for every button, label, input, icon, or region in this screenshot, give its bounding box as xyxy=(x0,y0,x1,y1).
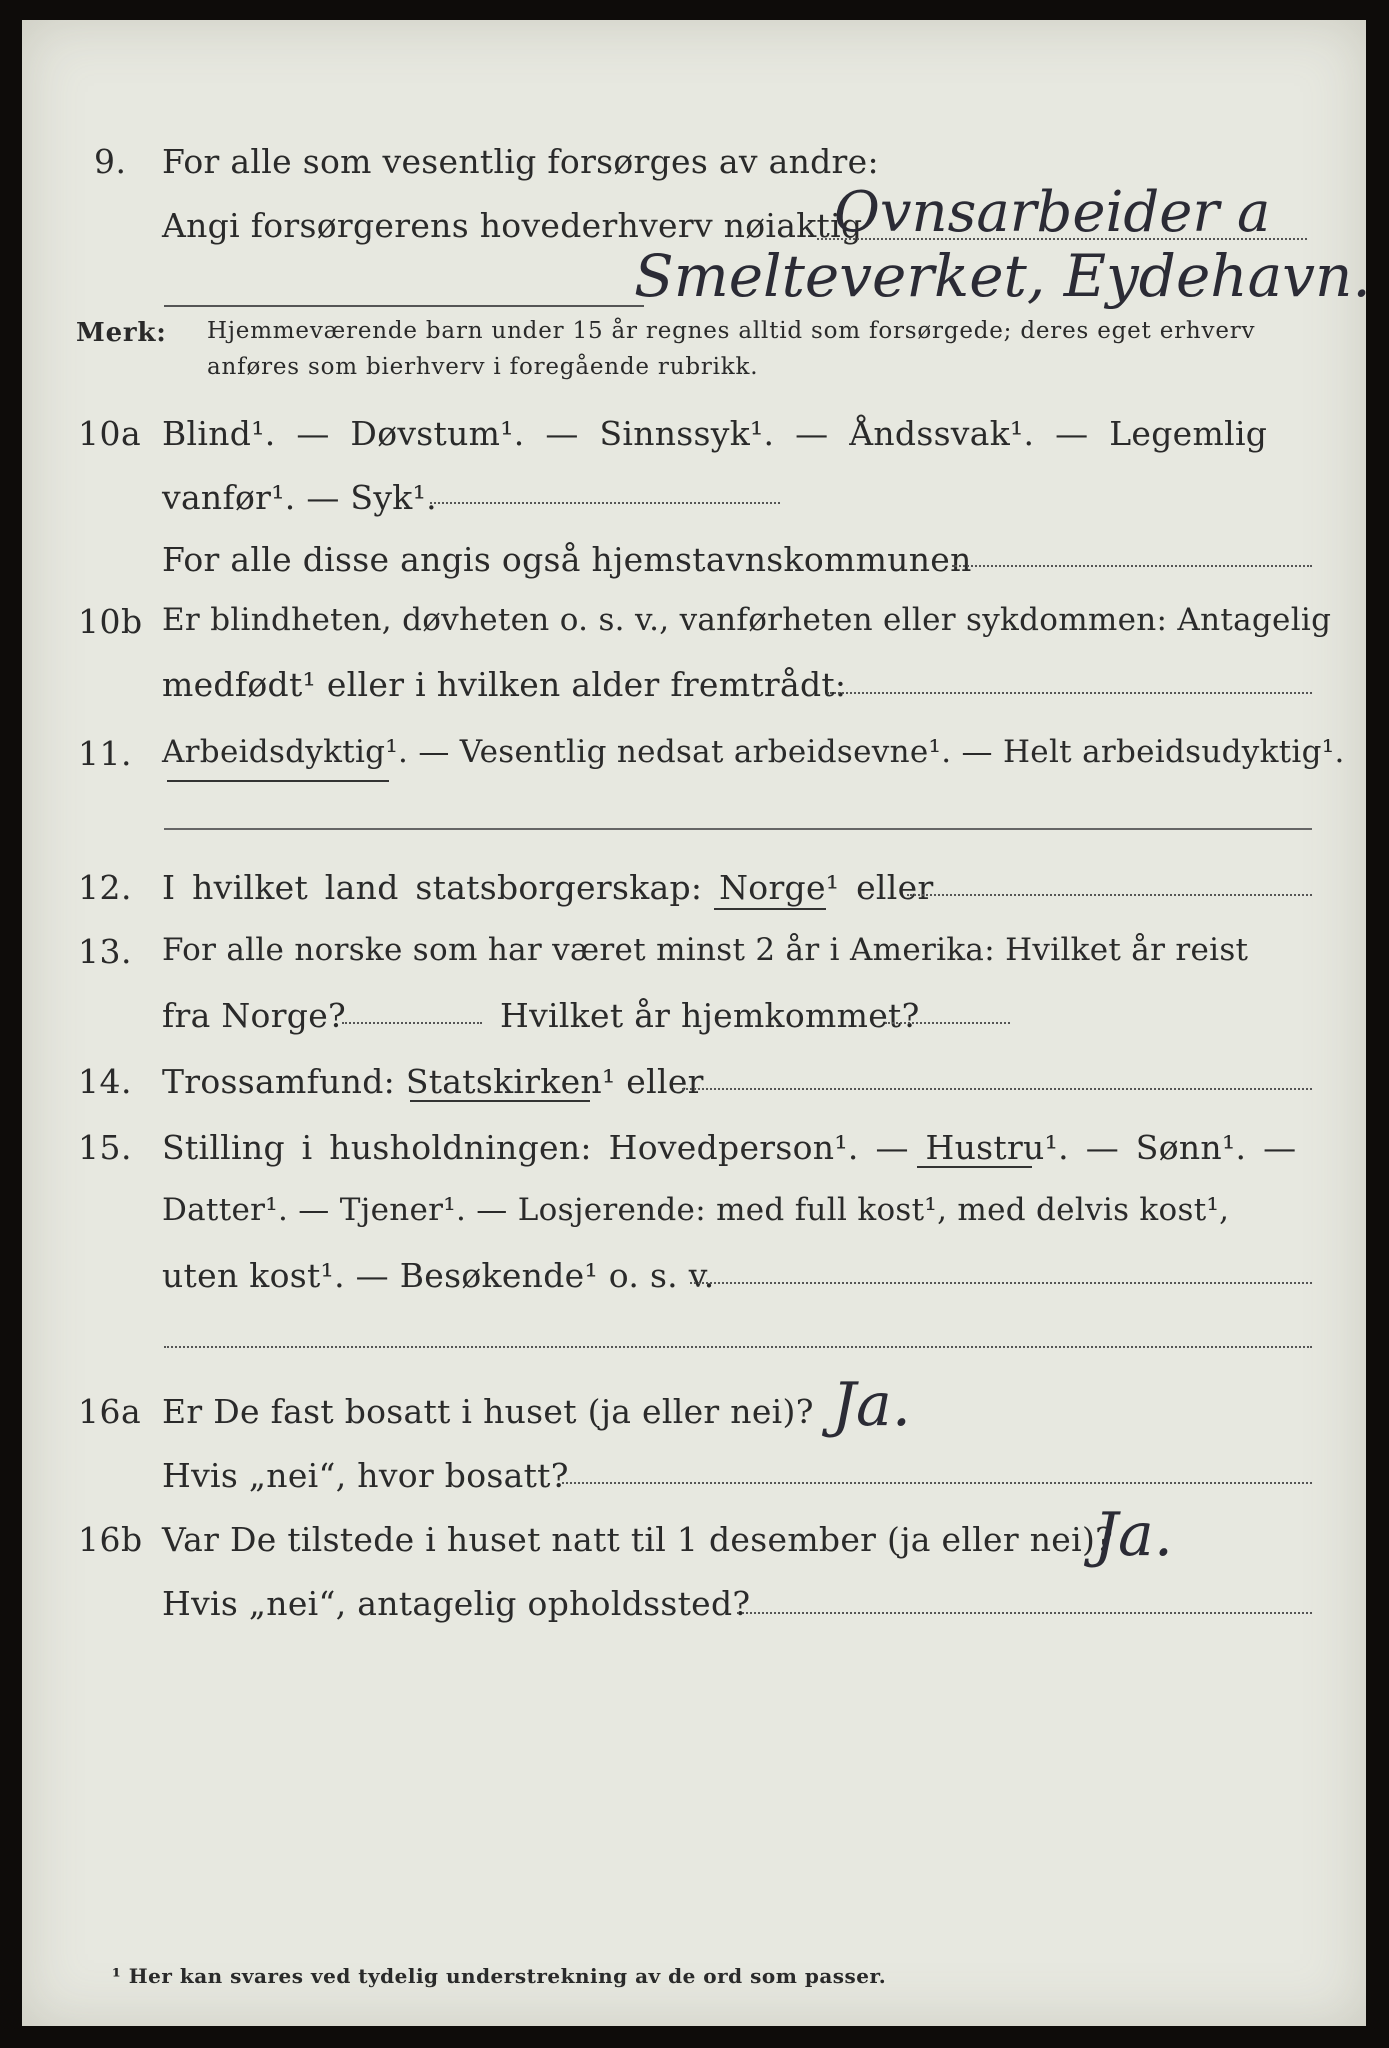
q15-line3-dots xyxy=(690,1282,1312,1284)
q12-answer-dots xyxy=(907,894,1312,896)
q14-handwritten-underline xyxy=(410,1100,590,1102)
q11-handwritten-underline xyxy=(167,780,389,782)
q13-line1: For alle norske som har været minst 2 år i Amerika: Hvilket år reist xyxy=(162,932,1249,968)
q12-line1: I hvilket land statsborgerskap: Norge¹ eller xyxy=(162,868,934,907)
q10a-line2: vanfør¹. — Syk¹. xyxy=(162,478,437,517)
q16b-line2-dots xyxy=(737,1612,1312,1614)
q9-answer-line2-left xyxy=(164,305,644,307)
q15-extra-dots xyxy=(164,1346,1312,1348)
q11-answer-line xyxy=(164,828,1312,830)
q16b-line1: Var De tilstede i huset natt til 1 desember (ja eller nei)? xyxy=(162,1520,1114,1559)
q11-line1: Arbeidsdyktig¹. — Vesentlig nedsat arbeidsevne¹. — Helt arbeidsudyktig¹. xyxy=(162,734,1345,770)
q10a-line2-dots xyxy=(430,502,780,504)
q13-line2a: fra Norge? xyxy=(162,996,347,1035)
q10a-line1: Blind¹. — Døvstum¹. — Sinnssyk¹. — Åndssvak¹. — Legemlig xyxy=(162,414,1268,453)
q14-answer-dots xyxy=(682,1088,1312,1090)
census-form-page xyxy=(22,20,1371,2026)
q16b-line2: Hvis „nei“, antagelig opholdssted? xyxy=(162,1584,751,1623)
q15-line1: Stilling i husholdningen: Hovedperson¹. — Hustru¹. — Sønn¹. — xyxy=(162,1128,1297,1167)
q15-line2: Datter¹. — Tjener¹. — Losjerende: med full kost¹, med delvis kost¹, xyxy=(162,1192,1230,1228)
footnote: ¹ Her kan svares ved tydelig understrekning av de ord som passer. xyxy=(112,1964,887,1988)
q10a-number: 10a xyxy=(78,414,142,453)
q14-number: 14. xyxy=(78,1062,132,1101)
q9-number: 9. xyxy=(94,142,127,181)
q13-line2a-dots xyxy=(342,1022,482,1024)
q16a-line2: Hvis „nei“, hvor bosatt? xyxy=(162,1456,569,1495)
q15-line3: uten kost¹. — Besøkende¹ o. s. v. xyxy=(162,1256,715,1295)
q13-line2b: Hvilket år hjemkommet? xyxy=(500,996,920,1035)
q10a-line3-dots xyxy=(952,565,1312,567)
q13-number: 13. xyxy=(78,932,132,971)
q16b-handwritten-answer: Ja. xyxy=(1094,1500,1173,1570)
q13-line2b-dots xyxy=(885,1022,1010,1024)
q12-handwritten-underline xyxy=(714,908,826,910)
q16a-number: 16a xyxy=(78,1392,142,1431)
q15-handwritten-underline xyxy=(917,1166,1032,1168)
q16a-line1: Er De fast bosatt i huset (ja eller nei)? xyxy=(162,1392,814,1431)
q15-number: 15. xyxy=(78,1128,132,1167)
q9-handwritten-answer2: Smelteverket, Eydehavn. xyxy=(634,242,1371,310)
merk-line2: anføres som bierhverv i foregående rubrikk. xyxy=(207,354,759,380)
q14-line1: Trossamfund: Statskirken¹ eller xyxy=(162,1062,704,1101)
q9-handwritten-answer1: Ovnsarbeider a xyxy=(834,180,1271,245)
q10b-line2: medfødt¹ eller i hvilken alder fremtrådt: xyxy=(162,665,847,704)
q16b-number: 16b xyxy=(78,1520,143,1559)
q10b-line1: Er blindheten, døvheten o. s. v., vanførheten eller sykdommen: Antagelig xyxy=(162,602,1332,638)
q10a-line3: For alle disse angis også hjemstavnskommunen xyxy=(162,540,972,579)
q10b-number: 10b xyxy=(78,602,143,641)
q12-number: 12. xyxy=(78,868,132,907)
merk-line1: Hjemmeværende barn under 15 år regnes alltid som forsørgede; deres eget erhverv xyxy=(207,318,1256,344)
merk-label: Merk: xyxy=(76,318,167,348)
q16a-line2-dots xyxy=(562,1482,1312,1484)
q9-line1: For alle som vesentlig forsørges av andre: xyxy=(162,142,879,181)
q10b-line2-dots xyxy=(827,692,1312,694)
q11-number: 11. xyxy=(78,734,132,773)
q16a-handwritten-answer: Ja. xyxy=(832,1370,911,1440)
q9-answer-line1 xyxy=(817,238,1307,240)
q9-line2: Angi forsørgerens hovederhverv nøiaktig xyxy=(162,206,863,245)
